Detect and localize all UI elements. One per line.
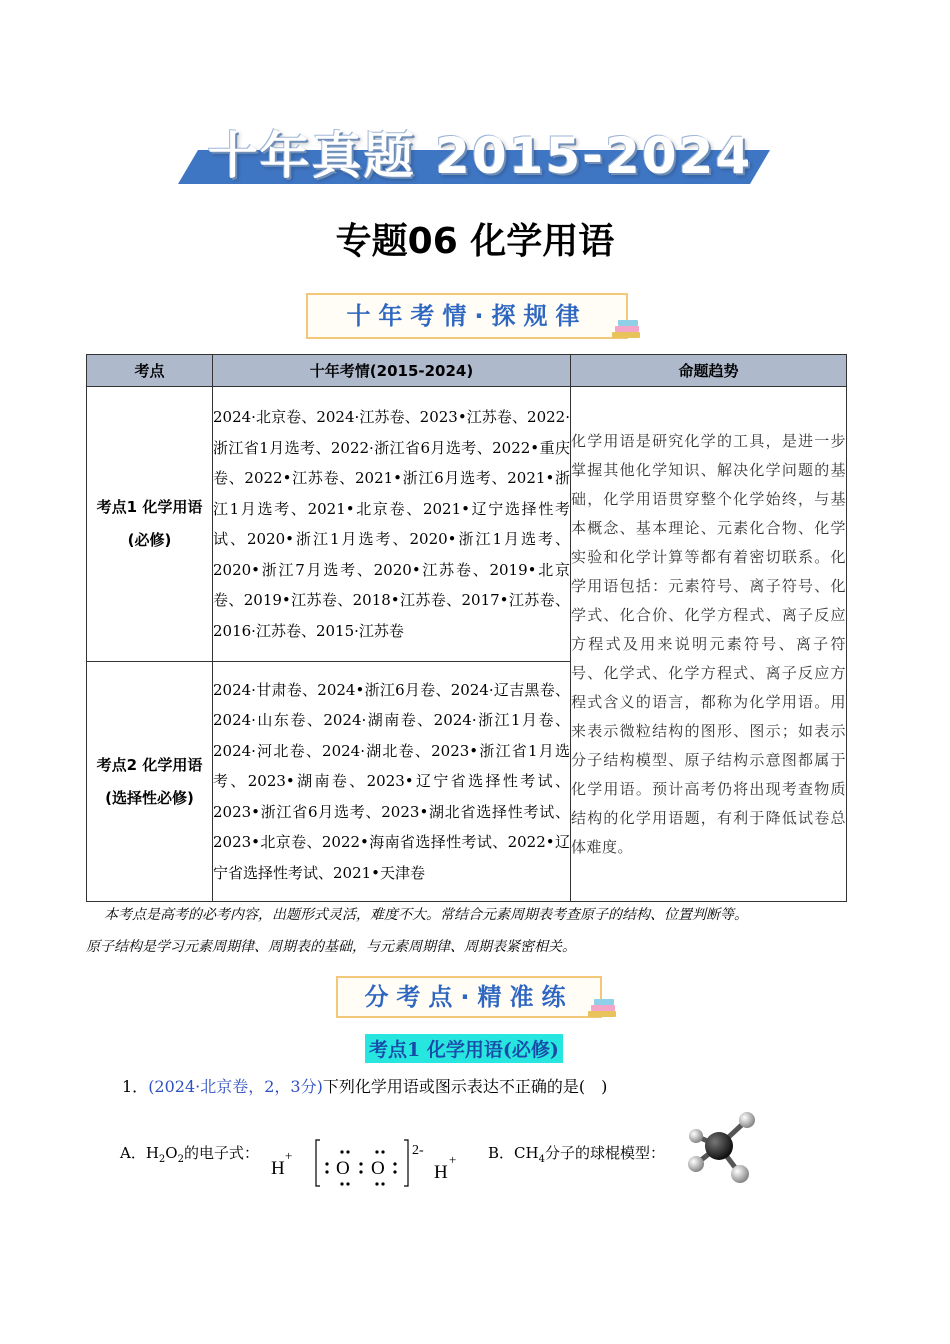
summary-line-1: 本考点是高考的必考内容，出题形式灵活，难度不大。常结合元素周期表考查原子的结构、位置判断等。: [104, 907, 748, 923]
plus-right: +: [449, 1152, 457, 1167]
table-header: 命题趋势: [571, 355, 847, 387]
section-header-practice: [336, 976, 602, 1018]
question-source: (2024·北京卷，2，3分): [148, 1077, 323, 1096]
oxygen-2: O: [371, 1158, 385, 1179]
books-icon: [612, 320, 642, 342]
books-icon: [588, 999, 618, 1021]
table-header-row: [87, 355, 847, 387]
years-cell: 2024·北京卷、2024·江苏卷、2023•江苏卷、2022·浙江省1月选考、2022·浙江省6月选考、2022•重庆卷、2022•江苏卷、2021•浙江6月选考、2021•浙江1月选考、2021•北京卷、2021•辽宁选择性考试、2020•浙江1月选考、2020•浙江1月选考、2020•浙江7月选考、2020•江苏卷、2019•北京卷、2019•江苏卷、2018•江苏卷、2017•江苏卷、2016·江苏卷、2015·江苏卷: [213, 387, 571, 662]
charge: 2-: [412, 1143, 424, 1158]
oxygen-1: O: [336, 1158, 350, 1179]
question-1: [122, 1074, 607, 1097]
trend-cell: 化学用语是研究化学的工具，是进一步掌握其他化学知识、解决化学问题的基础，化学用语贯穿整个化学始终，与基本概念、基本理论、元素化合物、化学实验和化学计算等都有着密切联系。化学用语包括：元素符号、离子符号、化学式、化合价、化学方程式、离子反应方程式及用来说明元素符号、离子符号、化学式、化学方程式、离子反应方程式含义的语言，都称为化学用语。用来表示微粒结构的图形、图示；如表示分子结构模型、原子结构示意图都属于化学用语。预计高考仍将出现考查物质结构的化学用语题，有利于降低试卷总体难度。: [571, 387, 847, 902]
question-text: 下列化学用语或图示表达不正确的是( ): [322, 1077, 608, 1096]
hydrogen-right: H: [434, 1162, 448, 1183]
banner-title: 十年真题 2015-2024: [207, 127, 753, 185]
electron-dot-formula: [268, 1134, 468, 1192]
question-number: 1．: [122, 1077, 149, 1096]
point-cell: 考点1 化学用语(必修): [87, 387, 213, 662]
point-cell: 考点2 化学用语(选择性必修): [87, 662, 213, 902]
years-cell: 2024·甘肃卷、2024•浙江6月卷、2024·辽吉黑卷、2024·山东卷、2024·湖南卷、2024·浙江1月卷、2024·河北卷、2024·湖北卷、2023•浙江省1月选考、2023•湖南卷、2023•辽宁省选择性考试、2023•浙江省6月选考、2023•湖北省选择性考试、2023•北京卷、2022•海南省选择性考试、2022•辽宁省选择性考试、2021•天津卷: [213, 662, 571, 902]
methane-ball-stick-model: [682, 1108, 772, 1188]
table-header: 考点: [87, 355, 213, 387]
section-header-label: 十年考情·探规律: [346, 302, 588, 330]
page-title: 专题06 化学用语: [335, 221, 615, 262]
section-header-trends: [306, 293, 628, 339]
option-b: B．$CH_4$分子的球棍模型：: [488, 1144, 665, 1165]
table-row: [87, 387, 847, 662]
exam-trend-table: [86, 354, 847, 902]
plus-left: +: [285, 1148, 293, 1163]
summary-line-2: 原子结构是学习元素周期律、周期表的基础，与元素周期律、周期表紧密相关。: [86, 939, 576, 955]
hydrogen-left: H: [271, 1158, 285, 1179]
section-header-label: 分考点·精准练: [364, 983, 574, 1011]
table-header: 十年考情(2015-2024): [213, 355, 571, 387]
option-a: A．$H_2O_2$的电子式：: [120, 1144, 259, 1165]
kaodian-title: 考点1 化学用语(必修): [365, 1034, 563, 1063]
